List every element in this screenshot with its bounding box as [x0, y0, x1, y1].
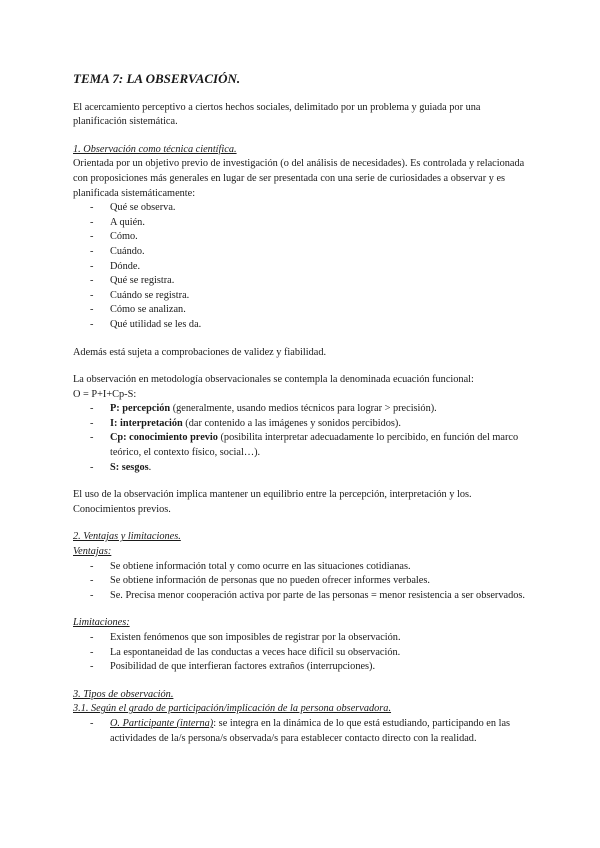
- list-item: - Qué utilidad se les da.: [90, 318, 202, 330]
- observation-questions-list: [73, 201, 528, 332]
- section-3-1-heading: 3.1. Según el grado de participación/implicación de la persona observadora.: [73, 703, 392, 715]
- list-item: - Cómo se analizan.: [90, 304, 186, 316]
- list-item: - A quién.: [90, 216, 145, 228]
- list-item: - Qué se observa.: [90, 202, 176, 214]
- conclusion-paragraph: El uso de la observación implica mantener un equilibrio entre la percepción, interpretación y los. Conocimientos previos.: [73, 489, 472, 515]
- list-item: - Cuándo se registra.: [90, 289, 190, 301]
- list-item: - La espontaneidad de las conductas a veces hace difícil su observación.: [90, 646, 401, 658]
- list-item: - Cp: conocimiento previo (posibilita interpretar adecuadamente lo percibido, en función del marco teórico, el contexto físico, social…).: [90, 432, 519, 459]
- limitations-label: Limitaciones:: [73, 617, 130, 629]
- list-item: - Cómo.: [90, 231, 138, 243]
- list-item: - Se obtiene información total y como ocurre en las situaciones cotidianas.: [90, 560, 411, 572]
- section-3-heading: 3. Tipos de observación.: [73, 688, 174, 700]
- equation-terms-list: [73, 402, 528, 475]
- list-item: - Se obtiene información de personas que no pueden ofrecer informes verbales.: [90, 575, 430, 587]
- list-item: - Posibilidad de que interfieran factores extraños (interrupciones).: [90, 661, 376, 673]
- list-item: - Se. Precisa menor cooperación activa por parte de las personas = menor resistencia a ser observados.: [90, 589, 525, 601]
- validity-paragraph: Además está sujeta a comprobaciones de validez y fiabilidad.: [73, 346, 327, 358]
- observation-types-list: [73, 717, 528, 746]
- list-item: - Existen fenómenos que son imposibles de registrar por la observación.: [90, 632, 401, 643]
- list-item: - P: percepción (generalmente, usando medios técnicos para lograr > precisión).: [90, 403, 437, 415]
- equation-intro: La observación en metodología observacionales se contempla la denominada ecuación funcional:: [73, 374, 474, 386]
- section-2-heading: 2. Ventajas y limitaciones.: [73, 531, 181, 543]
- list-item: - O. Participante (interna): se integra en la dinámica de lo que está estudiando, participando en las actividades de la/s persona/s observada/s para establecer contacto directo con la realidad.: [90, 717, 511, 744]
- section-1-body: Orientada por un objetivo previo de investigación (o del análisis de necesidades). Es controlada y relacionada con proposiciones más generales en lugar de ser presentada con una serie de curiosidades a observar y es planificada sistemáticamente:: [73, 158, 525, 199]
- list-item: - Cuándo.: [90, 245, 145, 257]
- list-item: - Qué se registra.: [90, 275, 175, 287]
- document-title: TEMA 7: LA OBSERVACIÓN.: [73, 71, 241, 86]
- list-item: - I: interpretación (dar contenido a las imágenes y sonidos percibidos).: [90, 417, 401, 429]
- limitations-list: [73, 631, 528, 675]
- intro-paragraph: El acercamiento perceptivo a ciertos hechos sociales, delimitado por un problema y guiada por una planificación sistemática.: [73, 101, 481, 128]
- advantages-label: Ventajas:: [73, 546, 112, 558]
- list-item: - S: sesgos.: [90, 461, 152, 473]
- advantages-list: [73, 560, 528, 604]
- document-page: [73, 72, 528, 746]
- list-item: - Dónde.: [90, 260, 141, 272]
- section-1-heading: 1. Observación como técnica científica.: [73, 143, 237, 155]
- equation: O = P+I+Cp-S:: [73, 388, 137, 400]
